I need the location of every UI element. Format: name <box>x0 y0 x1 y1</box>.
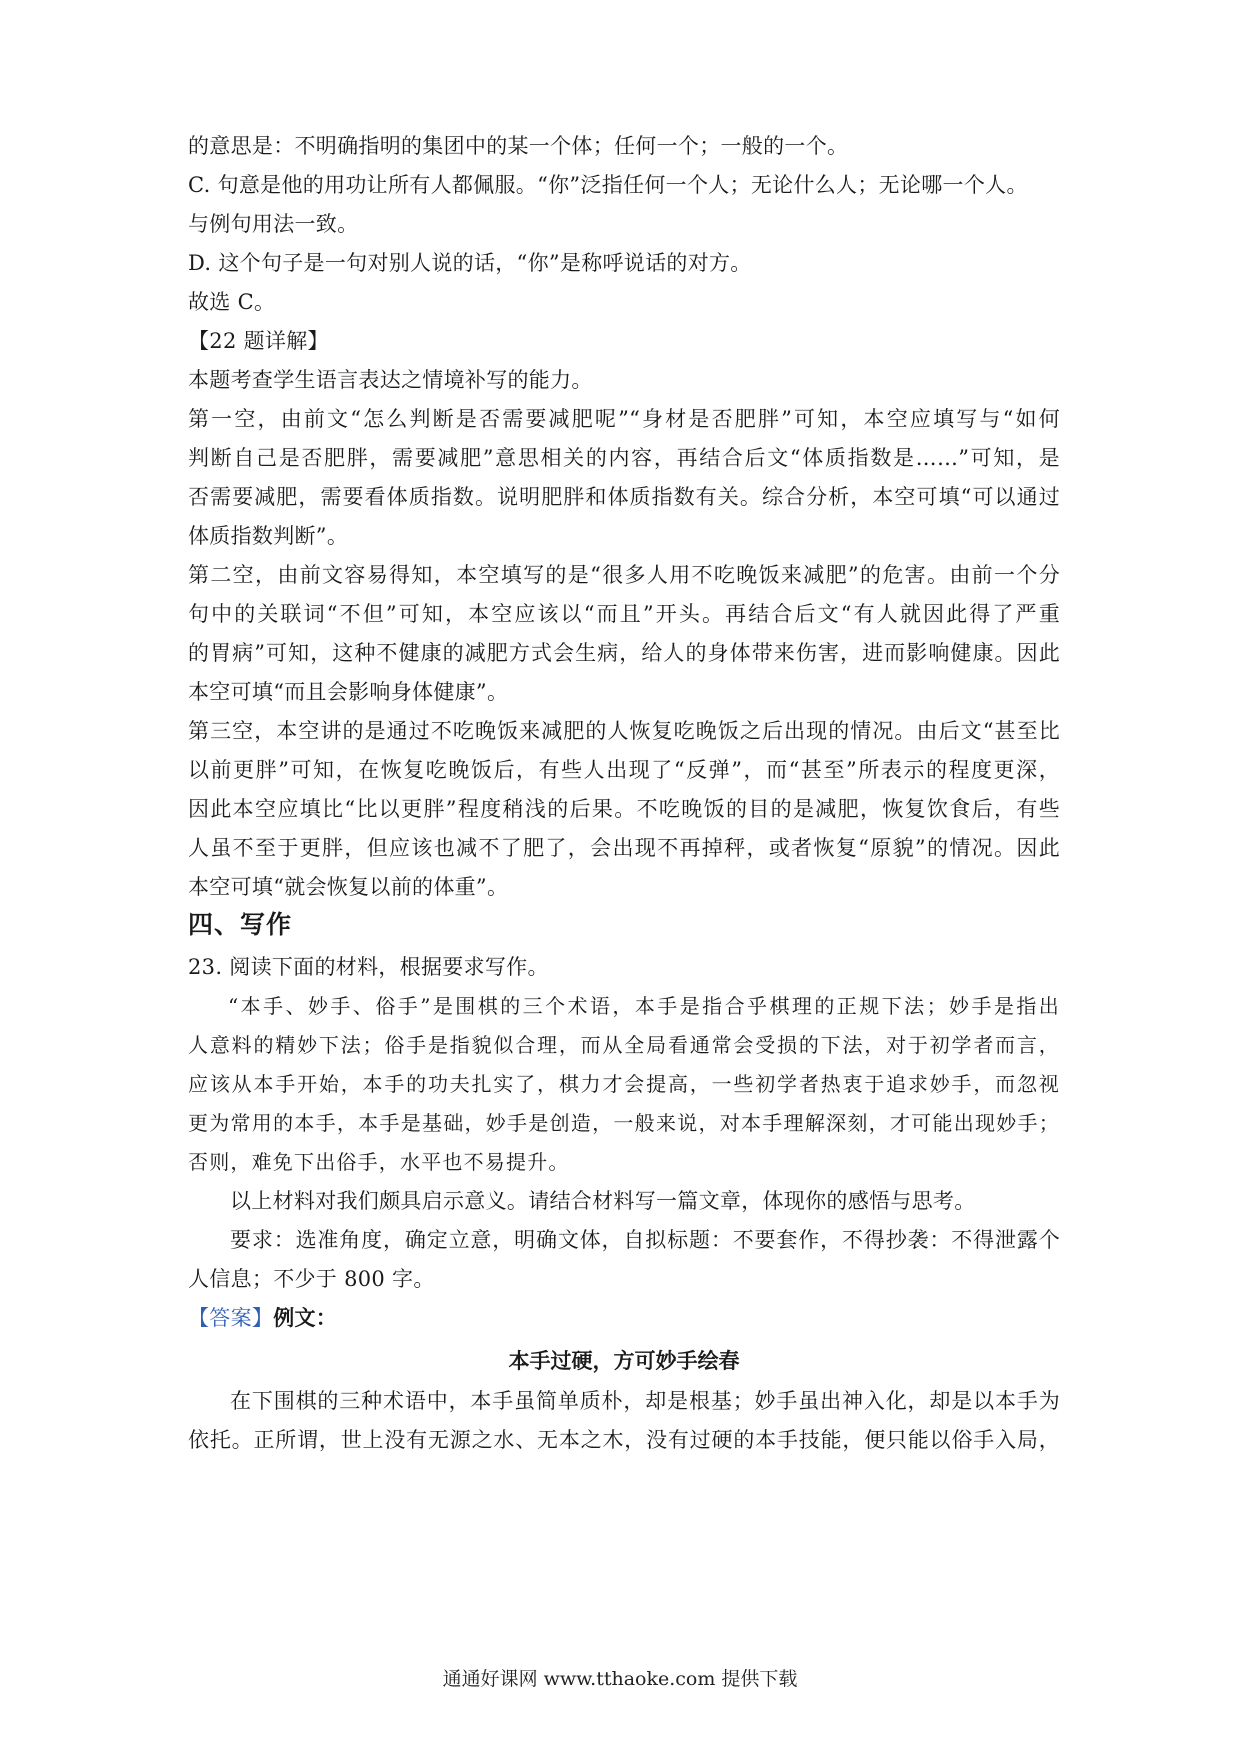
paragraph-line: 判断自己是否肥胖，需要减肥”意思相关的内容，再结合后文“体质指数是……”可知，是 <box>188 446 1060 470</box>
material-line: 人意料的精妙下法；俗手是指貌似合理，而从全局看通常会受损的下法，对于初学者而言， <box>188 1033 1060 1057</box>
material-line: “本手、妙手、俗手”是围棋的三个术语，本手是指合乎棋理的正规下法；妙手是指出 <box>228 994 1060 1018</box>
material-line: 更为常用的本手，本手是基础，妙手是创造，一般来说，对本手理解深刻，才可能出现妙手； <box>188 1111 1060 1135</box>
paragraph-line: 本题考查学生语言表达之情境补写的能力。 <box>188 368 593 392</box>
paragraph-line: 句中的关联词“不但”可知，本空应该以“而且”开头。再结合后文“有人就因此得了严重 <box>188 602 1060 626</box>
section-heading-writing: 四、写作 <box>188 910 293 939</box>
paragraph-line: 体质指数判断”。 <box>188 524 349 548</box>
paragraph-line: 以前更胖”可知，在恢复吃晚饭后，有些人出现了“反弹”，而“甚至”所表示的程度更深， <box>188 758 1060 782</box>
essay-line: 依托。正所谓，世上没有无源之水、无本之木，没有过硬的本手技能，便只能以俗手入局， <box>188 1428 1060 1452</box>
paragraph-line: 否需要减肥，需要看体质指数。说明肥胖和体质指数有关。综合分析，本空可填“可以通过 <box>188 485 1060 509</box>
answer-tag: 【答案】 <box>188 1306 274 1330</box>
sample-essay-label: 例文： <box>273 1305 338 1330</box>
paragraph-line: 本空可填“而且会影响身体健康”。 <box>188 680 509 704</box>
paragraph-line: 第一空，由前文“怎么判断是否需要减肥呢”“身材是否肥胖”可知，本空应填写与“如何 <box>188 407 1060 431</box>
paragraph-line: 与例句用法一致。 <box>188 212 359 236</box>
paragraph-line: 第二空，由前文容易得知，本空填写的是“很多人用不吃晚饭来减肥”的危害。由前一个分 <box>188 563 1060 587</box>
paragraph-line: 第三空，本空讲的是通过不吃晚饭来减肥的人恢复吃晚饭之后出现的情况。由后文“甚至比 <box>188 719 1060 743</box>
essay-line: 在下围棋的三种术语中，本手虽简单质朴，却是根基；妙手虽出神入化，却是以本手为 <box>230 1389 1060 1413</box>
option-d-explanation: D. 这个句子是一句对别人说的话，“你”是称呼说话的对方。 <box>188 251 752 275</box>
writing-instruction: 以上材料对我们颇具启示意义。请结合材料写一篇文章，体现你的感悟与思考。 <box>230 1189 976 1213</box>
answer-choice: 故选 C。 <box>188 290 276 314</box>
paragraph-line: 的胃病”可知，这种不健康的减肥方式会生病，给人的身体带来伤害，进而影响健康。因此 <box>188 641 1060 665</box>
paragraph-line: 人虽不至于更胖，但应该也减不了肥了，会出现不再掉秤，或者恢复“原貌”的情况。因此 <box>188 836 1060 860</box>
question-22-heading: 【22 题详解】 <box>188 329 329 353</box>
question-23-prompt: 23. 阅读下面的材料，根据要求写作。 <box>188 955 549 979</box>
answer-label-row <box>188 1303 337 1333</box>
paragraph-line: 的意思是：不明确指明的集团中的某一个体；任何一个；一般的一个。 <box>188 134 849 158</box>
paragraph-line: 因此本空应填比“比以更胖”程度稍浅的后果。不吃晚饭的目的是减肥，恢复饮食后，有些 <box>188 797 1060 821</box>
material-line: 应该从本手开始，本手的功夫扎实了，棋力才会提高，一些初学者热衷于追求妙手，而忽视 <box>188 1072 1060 1096</box>
option-c-explanation: C. 句意是他的用功让所有人都佩服。“你”泛指任何一个人；无论什么人；无论哪一个人。 <box>188 173 1028 197</box>
material-line: 否则，难免下出俗手，水平也不易提升。 <box>188 1150 570 1174</box>
writing-requirements: 要求：选准角度，确定立意，明确文体，自拟标题：不要套作，不得抄袭：不得泄露个 <box>230 1228 1060 1252</box>
paragraph-line: 本空可填“就会恢复以前的体重”。 <box>188 875 509 899</box>
page-footer: 通通好课网 www.tthaoke.com 提供下载 <box>442 1668 798 1690</box>
essay-title: 本手过硬，方可妙手绘春 <box>508 1348 740 1373</box>
writing-requirements: 人信息；不少于 800 字。 <box>188 1267 435 1291</box>
